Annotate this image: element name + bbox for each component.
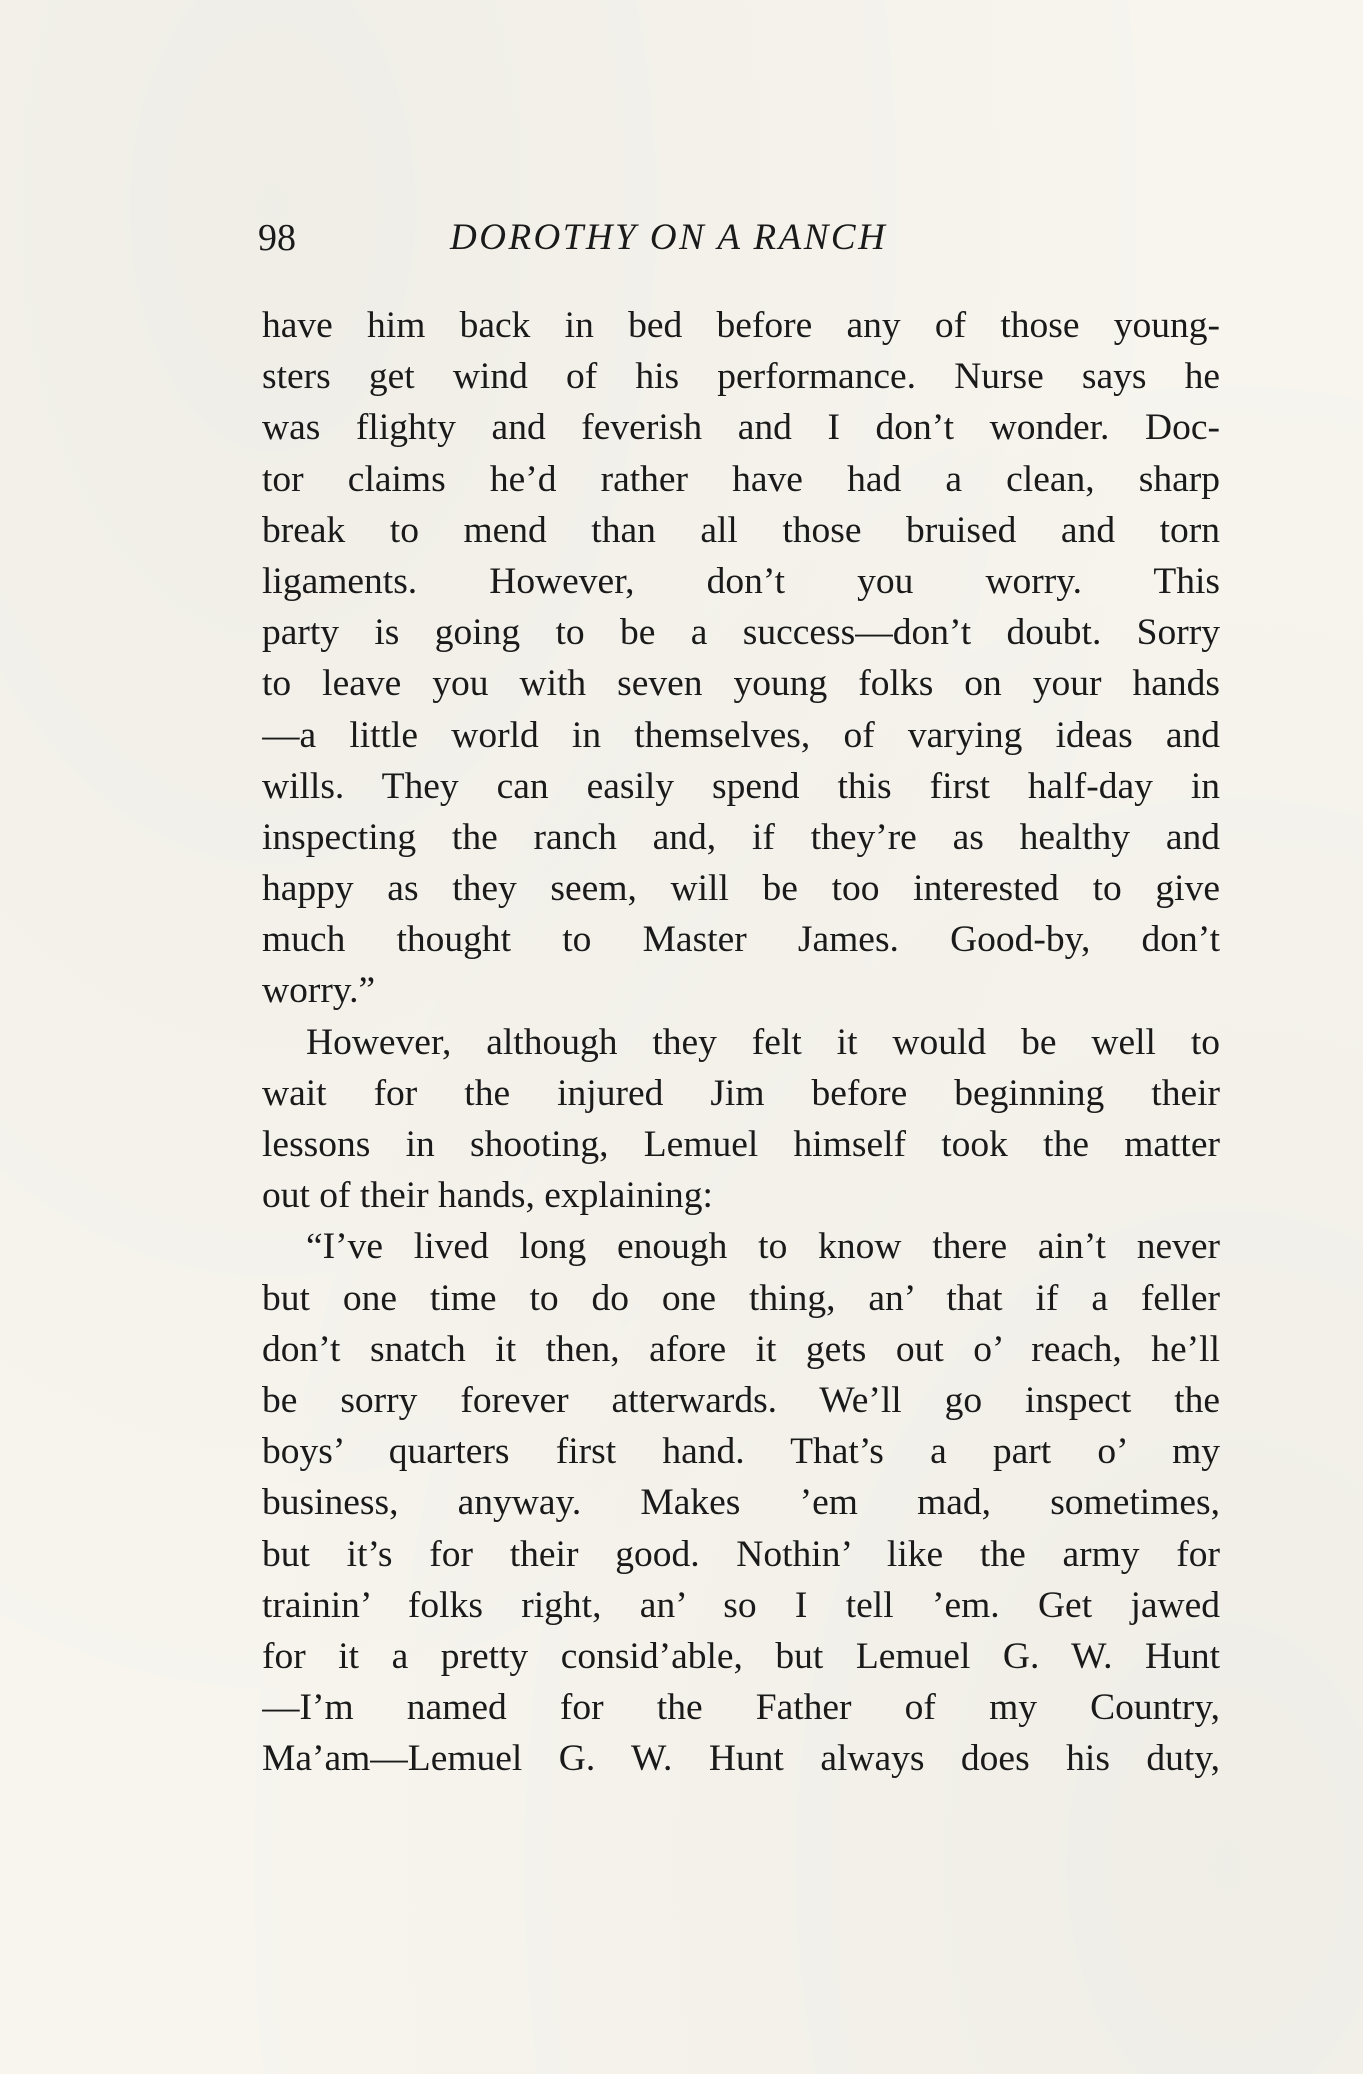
- text-line: out of their hands, explaining:: [262, 1175, 713, 1217]
- text-line: was flighty and feverish and I don’t wonder. Doc-: [262, 407, 1220, 449]
- text-line: much thought to Master James. Good-by, don’t: [262, 919, 1220, 961]
- text-line: sters get wind of his performance. Nurse says he: [262, 356, 1220, 398]
- text-line: don’t snatch it then, afore it gets out o’ reach, he’ll: [262, 1328, 1220, 1370]
- text-line: but it’s for their good. Nothin’ like the army for: [262, 1533, 1220, 1575]
- text-line: boys’ quarters first hand. That’s a part o’ my: [262, 1431, 1220, 1473]
- text-line: —a little world in themselves, of varying ideas and: [262, 714, 1220, 756]
- text-line: However, although they felt it would be well to: [306, 1021, 1220, 1063]
- text-line: to leave you with seven young folks on your hands: [262, 663, 1220, 705]
- text-line: worry.”: [262, 970, 376, 1012]
- text-line: ligaments. However, don’t you worry. This: [262, 560, 1220, 602]
- text-line: inspecting the ranch and, if they’re as healthy and: [262, 816, 1220, 858]
- text-line: lessons in shooting, Lemuel himself took the matter: [262, 1124, 1220, 1165]
- text-line: trainin’ folks right, an’ so I tell ’em. Get jawed: [262, 1584, 1220, 1626]
- text-line: Ma’am—Lemuel G. W. Hunt always does his duty,: [262, 1738, 1220, 1780]
- text-line: party is going to be a success—don’t doubt. Sorry: [262, 612, 1220, 654]
- text-line: business, anyway. Makes ’em mad, sometimes,: [262, 1482, 1220, 1524]
- text-line: for it a pretty consid’able, but Lemuel G. W. Hunt: [262, 1635, 1220, 1677]
- text-line: “I’ve lived long enough to know there ain’t never: [306, 1226, 1220, 1268]
- running-head: [258, 212, 1218, 264]
- text-line: have him back in bed before any of those young-: [262, 305, 1220, 346]
- text-line: —I’m named for the Father of my Country,: [262, 1687, 1220, 1729]
- text-line: but one time to do one thing, an’ that if a feller: [262, 1277, 1220, 1319]
- text-line: wills. They can easily spend this first half-day in: [262, 765, 1220, 807]
- text-line: wait for the injured Jim before beginning their: [262, 1072, 1220, 1114]
- text-line: happy as they seem, will be too interested to give: [262, 868, 1220, 910]
- text-line: tor claims he’d rather have had a clean, sharp: [262, 458, 1220, 500]
- body-text: [262, 300, 1220, 1784]
- running-title: DOROTHY ON A RANCH: [450, 217, 888, 258]
- text-line: break to mend than all those bruised and torn: [262, 509, 1220, 551]
- text-line: be sorry forever atterwards. We’ll go inspect the: [262, 1379, 1220, 1421]
- page-number: 98: [258, 217, 296, 259]
